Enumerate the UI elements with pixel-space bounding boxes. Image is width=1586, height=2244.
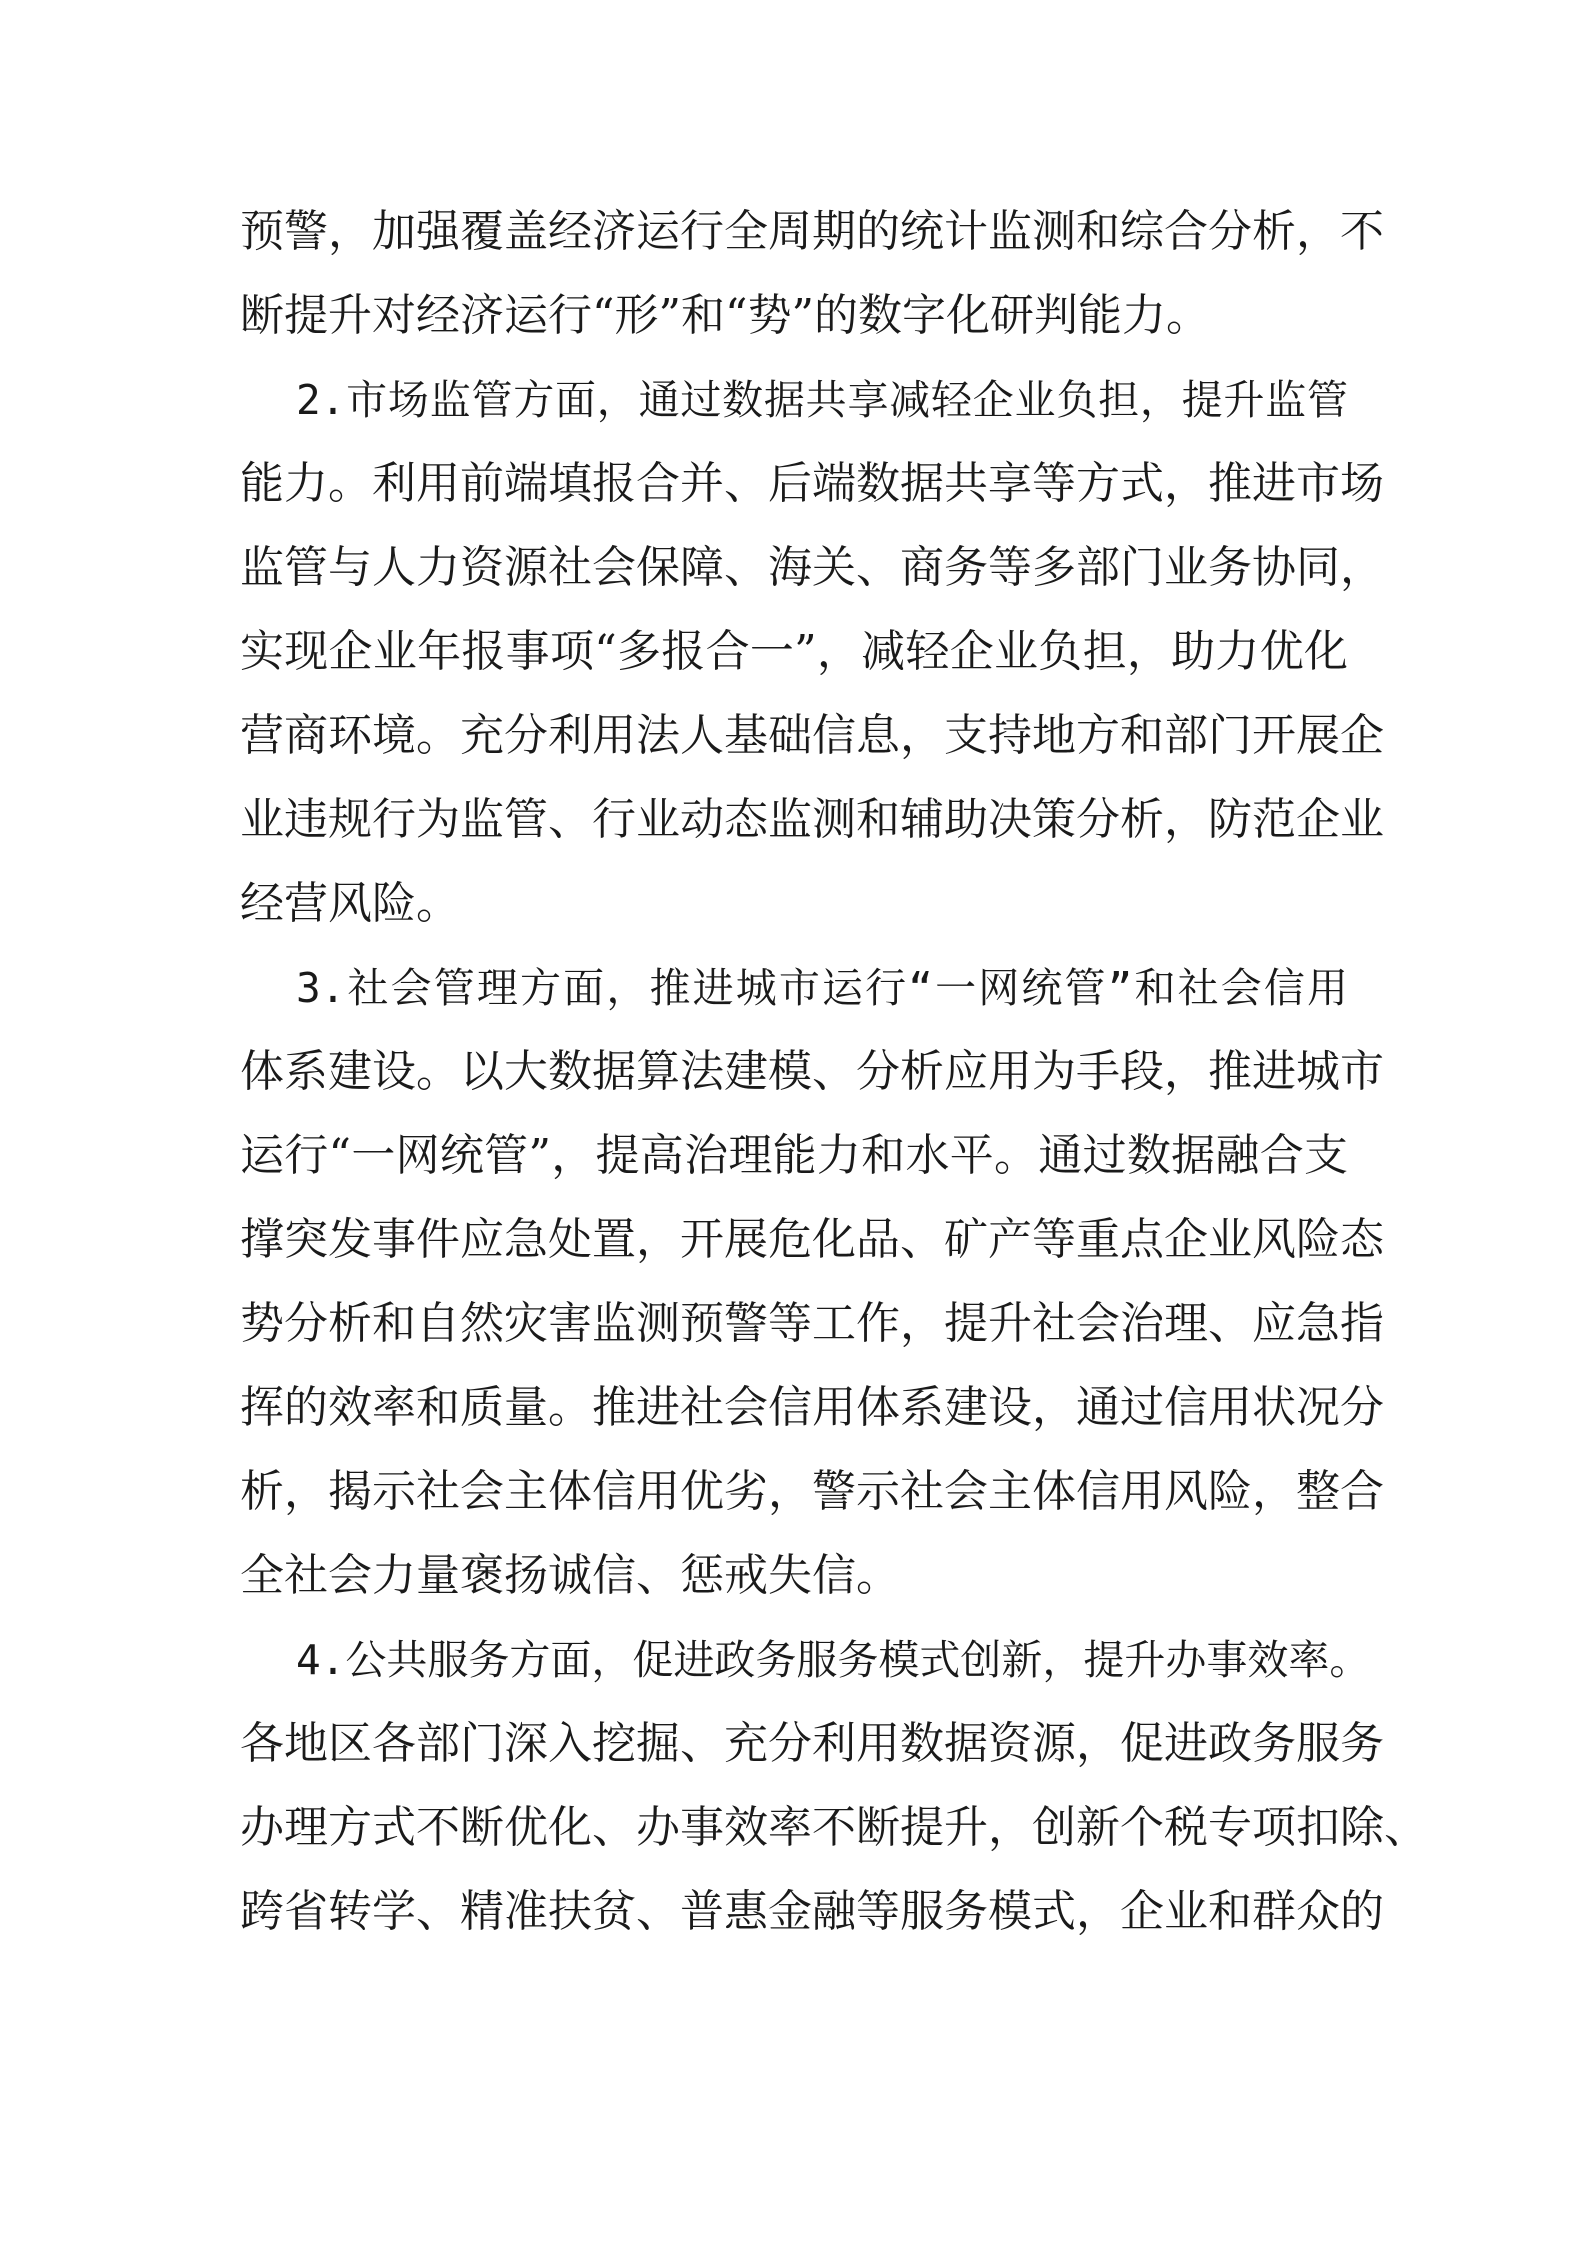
text-line: 挥的效率和质量。推进社会信用体系建设，通过信用状况分: [240, 1382, 1384, 1433]
text-line: 析，揭示社会主体信用优劣，警示社会主体信用风险，整合: [240, 1466, 1384, 1517]
section-heading-line: 2.市场监管方面，通过数据共享减轻企业负担，提升监管: [296, 376, 1348, 424]
paragraph-market-supervision: [240, 358, 1384, 946]
text-line: 势分析和自然灾害监测预警等工作，提升社会治理、应急指: [240, 1298, 1384, 1349]
text-line: 办理方式不断优化、办事效率不断提升，创新个税专项扣除、: [240, 1802, 1428, 1853]
text-line: 实现企业年报事项“多报合一”，减轻企业负担，助力优化: [240, 626, 1348, 677]
text-line: 能力。利用前端填报合并、后端数据共享等方式，推进市场: [240, 458, 1384, 509]
text-line: 断提升对经济运行“形”和“势”的数字化研判能力。: [240, 290, 1210, 341]
paragraph-social-management: [240, 946, 1384, 1618]
text-line: 监管与人力资源社会保障、海关、商务等多部门业务协同，: [240, 542, 1384, 593]
text-line: 经营风险。: [240, 878, 460, 929]
text-line: 跨省转学、精准扶贫、普惠金融等服务模式，企业和群众的: [240, 1886, 1384, 1937]
paragraph-public-service: [240, 1618, 1428, 1954]
section-heading-line: 3.社会管理方面，推进城市运行“一网统管”和社会信用: [296, 964, 1348, 1012]
text-line: 全社会力量褒扬诚信、惩戒失信。: [240, 1550, 900, 1601]
text-line: 撑突发事件应急处置，开展危化品、矿产等重点企业风险态: [240, 1214, 1384, 1265]
section-heading-line: 4.公共服务方面，促进政务服务模式创新，提升办事效率。: [296, 1636, 1371, 1684]
text-line: 营商环境。充分利用法人基础信息，支持地方和部门开展企: [240, 710, 1384, 761]
text-line: 各地区各部门深入挖掘、充分利用数据资源，促进政务服务: [240, 1718, 1384, 1769]
text-line: 体系建设。以大数据算法建模、分析应用为手段，推进城市: [240, 1046, 1384, 1097]
document-page: [240, 190, 1428, 1954]
text-line: 预警，加强覆盖经济运行全周期的统计监测和综合分析，不: [240, 206, 1384, 257]
text-line: 运行“一网统管”，提高治理能力和水平。通过数据融合支: [240, 1130, 1348, 1181]
paragraph-continuation: [240, 190, 1384, 358]
text-line: 业违规行为监管、行业动态监测和辅助决策分析，防范企业: [240, 794, 1384, 845]
